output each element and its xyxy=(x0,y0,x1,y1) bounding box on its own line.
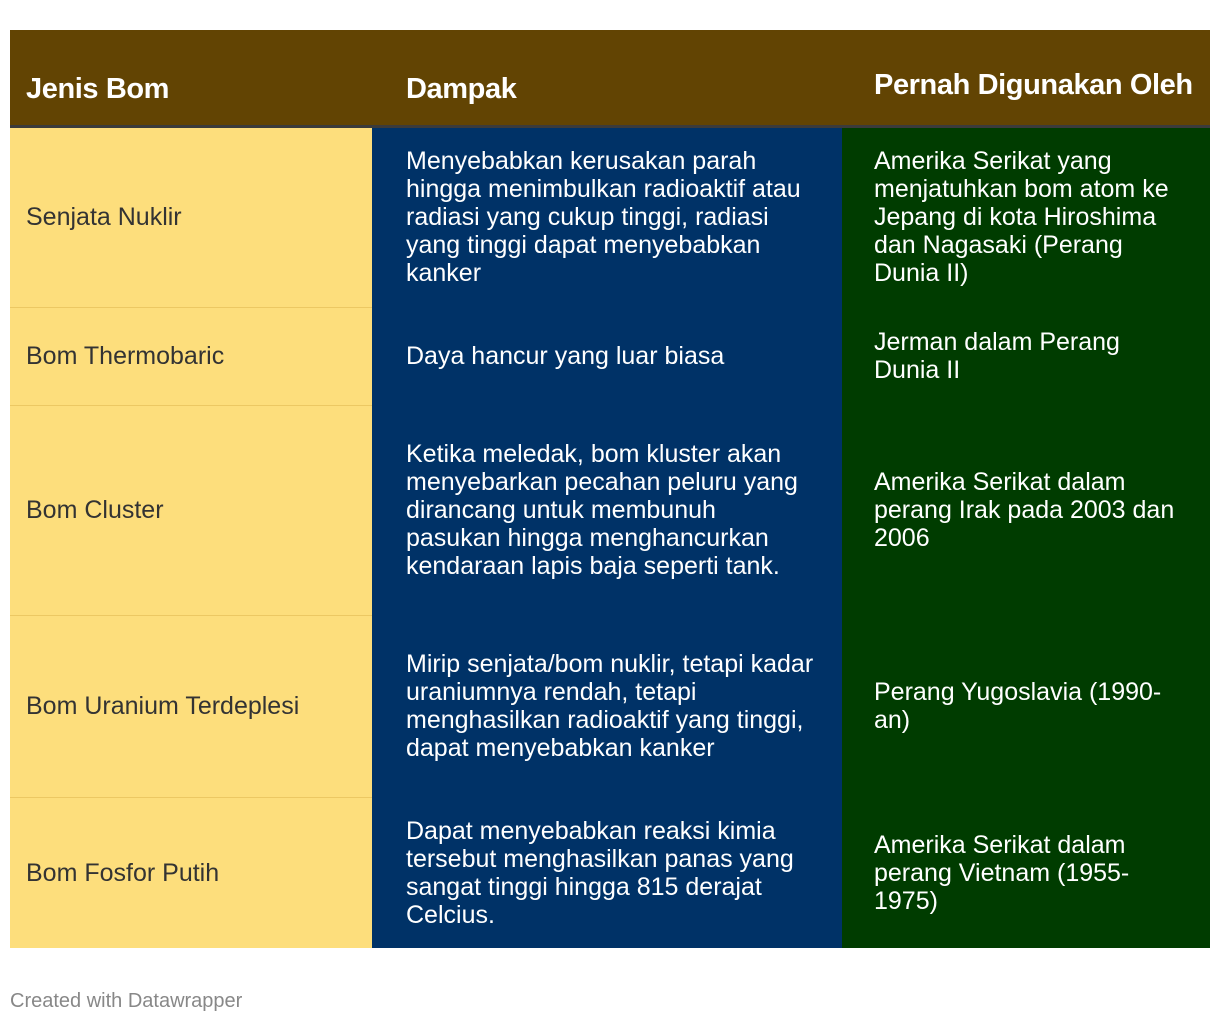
column-header-jenis-bom[interactable]: Jenis Bom xyxy=(10,30,372,126)
cell-jenis-bom: Senjata Nuklir xyxy=(10,126,372,307)
cell-pernah-digunakan-oleh: Amerika Serikat dalam perang Irak pada 2003 dan 2006 xyxy=(842,405,1210,615)
table-row xyxy=(10,405,1210,615)
cell-dampak: Dapat menyebabkan reaksi kimia tersebut menghasilkan panas yang sangat tinggi hingga 815 derajat Celcius. xyxy=(372,797,842,948)
cell-jenis-bom: Bom Fosfor Putih xyxy=(10,797,372,948)
table-row xyxy=(10,126,1210,307)
cell-pernah-digunakan-oleh: Perang Yugoslavia (1990-an) xyxy=(842,615,1210,797)
column-header-pernah-digunakan-oleh[interactable]: Pernah Digunakan Oleh xyxy=(842,30,1210,126)
table-row xyxy=(10,615,1210,797)
cell-jenis-bom: Bom Uranium Terdeplesi xyxy=(10,615,372,797)
cell-jenis-bom: Bom Cluster xyxy=(10,405,372,615)
cell-dampak: Menyebabkan kerusakan parah hingga menimbulkan radioaktif atau radiasi yang cukup tinggi, radiasi yang tinggi dapat menyebabkan kanker xyxy=(372,126,842,307)
cell-dampak: Daya hancur yang luar biasa xyxy=(372,307,842,405)
table-row xyxy=(10,797,1210,948)
table-row xyxy=(10,307,1210,405)
cell-dampak: Mirip senjata/bom nuklir, tetapi kadar uraniumnya rendah, tetapi menghasilkan radioaktif yang tinggi, dapat menyebabkan kanker xyxy=(372,615,842,797)
data-table-container xyxy=(10,30,1210,948)
cell-pernah-digunakan-oleh: Amerika Serikat dalam perang Vietnam (1955-1975) xyxy=(842,797,1210,948)
datawrapper-credit: Created with Datawrapper xyxy=(10,990,243,1012)
data-table xyxy=(10,30,1210,948)
cell-pernah-digunakan-oleh: Amerika Serikat yang menjatuhkan bom atom ke Jepang di kota Hiroshima dan Nagasaki (Perang Dunia II) xyxy=(842,126,1210,307)
cell-pernah-digunakan-oleh: Jerman dalam Perang Dunia II xyxy=(842,307,1210,405)
cell-dampak: Ketika meledak, bom kluster akan menyebarkan pecahan peluru yang dirancang untuk membunuh pasukan hingga menghancurkan kendaraan lapis baja seperti tank. xyxy=(372,405,842,615)
table-header-row xyxy=(10,30,1210,126)
cell-jenis-bom: Bom Thermobaric xyxy=(10,307,372,405)
column-header-dampak[interactable]: Dampak xyxy=(372,30,842,126)
